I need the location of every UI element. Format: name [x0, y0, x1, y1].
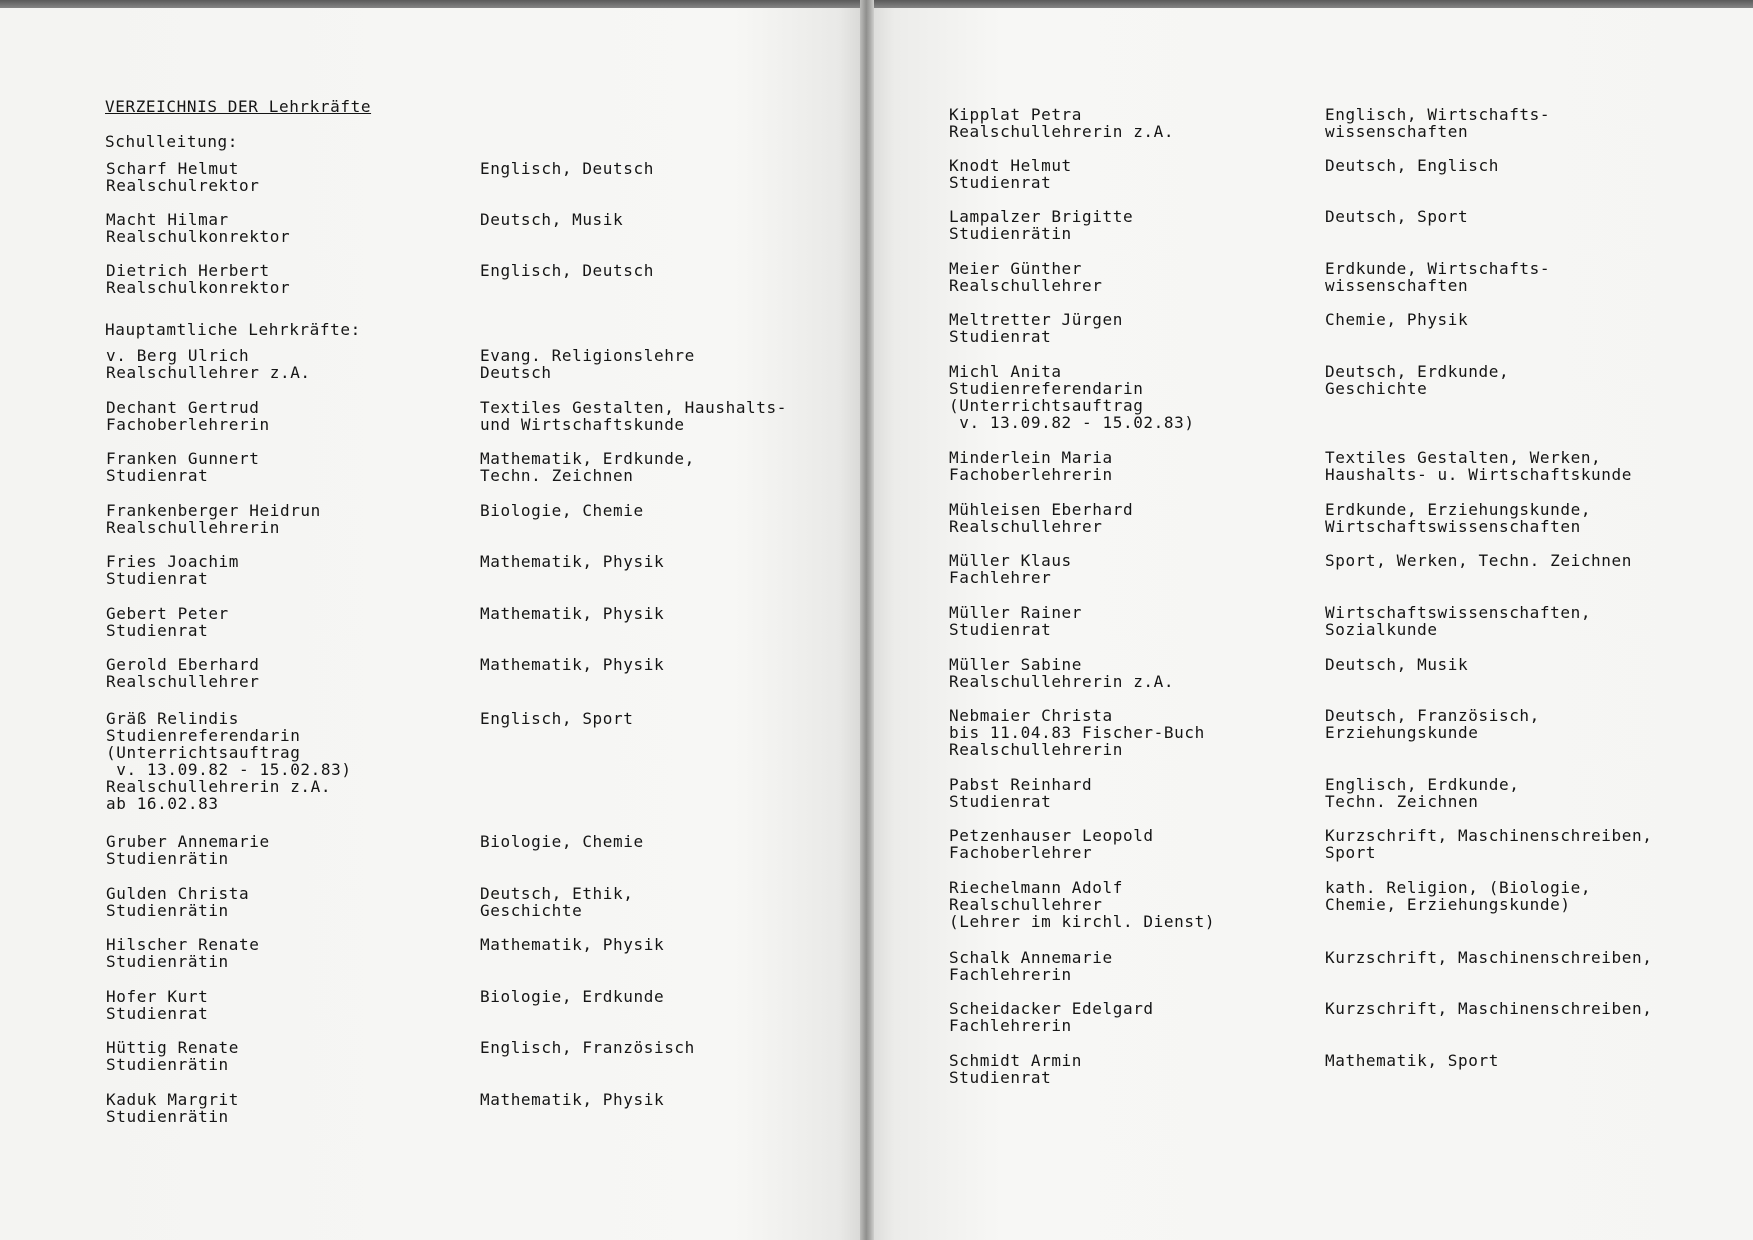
teacher-name: Scheidacker Edelgard: [949, 999, 1154, 1018]
left-page: [0, 8, 865, 1240]
teacher-title-line: (Lehrer im kirchl. Dienst): [949, 912, 1216, 931]
teacher-name-block: [949, 157, 1072, 191]
teacher-subjects: [1325, 656, 1468, 673]
teacher-title-line: Realschullehrerin: [949, 740, 1123, 759]
subject-line: Chemie, Erziehungskunde): [1325, 895, 1571, 914]
subject-line: Techn. Zeichnen: [480, 466, 634, 485]
teacher-subjects: [1325, 311, 1468, 328]
section-heading-lehrkraefte: Hauptamtliche Lehrkräfte:: [105, 320, 361, 339]
subject-line: Mathematik, Physik: [480, 604, 665, 623]
subject-line: wissenschaften: [1325, 122, 1469, 141]
subject-line: Biologie, Chemie: [480, 501, 644, 520]
teacher-subjects: [1325, 363, 1509, 397]
teacher-name: Mühleisen Eberhard: [949, 500, 1134, 519]
teacher-subjects: [480, 710, 634, 727]
right-page: [868, 8, 1753, 1240]
teacher-name: Frankenberger Heidrun: [106, 501, 321, 520]
teacher-name-block: [949, 604, 1082, 638]
teacher-name-block: [949, 449, 1113, 483]
teacher-title-line: Realschullehrerin z.A.: [949, 122, 1175, 141]
teacher-title-line: bis 11.04.83 Fischer-Buch: [949, 723, 1205, 742]
teacher-name: Meier Günther: [949, 259, 1083, 278]
teacher-subjects: [480, 988, 664, 1005]
teacher-title-line: Studienreferendarin: [106, 726, 301, 745]
teacher-title-line: Realschulkonrektor: [106, 278, 291, 297]
teacher-subjects: [480, 553, 664, 570]
teacher-subjects: [480, 833, 644, 850]
teacher-subjects: [1325, 157, 1499, 174]
teacher-name-block: [106, 936, 260, 970]
teacher-title-line: Realschulkonrektor: [106, 227, 291, 246]
subject-line: Chemie, Physik: [1325, 310, 1469, 329]
subject-line: Erdkunde, Erziehungskunde,: [1325, 500, 1592, 519]
subject-line: und Wirtschaftskunde: [480, 415, 685, 434]
teacher-title-line: Realschullehrer z.A.: [106, 363, 311, 382]
subject-line: Deutsch, Französisch,: [1325, 706, 1540, 725]
teacher-name-block: [106, 553, 239, 587]
teacher-title-line: Studienrätin: [106, 901, 229, 920]
teacher-name-block: [949, 260, 1103, 294]
subject-line: Mathematik, Physik: [480, 1090, 665, 1109]
teacher-name: Meltretter Jürgen: [949, 310, 1123, 329]
teacher-subjects: [1325, 707, 1540, 741]
subject-line: Biologie, Chemie: [480, 832, 644, 851]
teacher-subjects: [1325, 260, 1550, 294]
subject-line: Sozialkunde: [1325, 620, 1438, 639]
teacher-name: Minderlein Maria: [949, 448, 1113, 467]
teacher-name-block: [106, 450, 260, 484]
teacher-title-line: Studienrat: [949, 327, 1052, 346]
teacher-subjects: [1325, 1052, 1499, 1069]
teacher-title-line: Realschullehrer: [949, 895, 1103, 914]
subject-line: Mathematik, Physik: [480, 552, 665, 571]
teacher-title-line: v. 13.09.82 - 15.02.83): [106, 760, 352, 779]
teacher-name: Schmidt Armin: [949, 1051, 1083, 1070]
teacher-title-line: Fachoberlehrerin: [949, 465, 1113, 484]
subject-line: wissenschaften: [1325, 276, 1469, 295]
teacher-title-line: Studienrätin: [106, 849, 229, 868]
subject-line: kath. Religion, (Biologie,: [1325, 878, 1592, 897]
subject-line: Kurzschrift, Maschinenschreiben,: [1325, 948, 1653, 967]
teacher-subjects: [480, 605, 664, 622]
subject-line: Haushalts- u. Wirtschaftskunde: [1325, 465, 1632, 484]
teacher-title-line: ab 16.02.83: [106, 794, 219, 813]
subject-line: Deutsch, Erdkunde,: [1325, 362, 1510, 381]
teacher-subjects: [480, 656, 664, 673]
teacher-title-line: v. 13.09.82 - 15.02.83): [949, 413, 1195, 432]
teacher-name-block: [949, 879, 1215, 930]
subject-line: Englisch, Sport: [480, 709, 634, 728]
teacher-name: Scharf Helmut: [106, 159, 240, 178]
teacher-title-line: Studienrat: [106, 466, 209, 485]
teacher-name: Knodt Helmut: [949, 156, 1072, 175]
subject-line: Sport: [1325, 843, 1377, 862]
teacher-name-block: [106, 885, 249, 919]
teacher-subjects: [480, 502, 644, 519]
teacher-name-block: [106, 262, 290, 296]
subject-line: Englisch, Erdkunde,: [1325, 775, 1520, 794]
teacher-name-block: [949, 707, 1205, 758]
teacher-title-line: Studienrat: [106, 569, 209, 588]
subject-line: Wirtschaftswissenschaften,: [1325, 603, 1592, 622]
subject-line: Englisch, Wirtschafts-: [1325, 105, 1551, 124]
teacher-name: Michl Anita: [949, 362, 1062, 381]
section-heading-schulleitung: Schulleitung:: [105, 132, 239, 151]
subject-line: Mathematik, Sport: [1325, 1051, 1499, 1070]
teacher-subjects: [1325, 449, 1632, 483]
teacher-subjects: [1325, 949, 1652, 966]
subject-line: Textiles Gestalten, Haushalts-: [480, 398, 787, 417]
teacher-name: Gerold Eberhard: [106, 655, 260, 674]
teacher-name: Hilscher Renate: [106, 935, 260, 954]
teacher-name-block: [949, 949, 1113, 983]
subject-line: Mathematik, Erdkunde,: [480, 449, 695, 468]
subject-line: Deutsch, Englisch: [1325, 156, 1499, 175]
teacher-name: Kipplat Petra: [949, 105, 1083, 124]
teacher-name-block: [106, 502, 321, 536]
teacher-name-block: [949, 656, 1174, 690]
teacher-name-block: [106, 1039, 239, 1073]
teacher-name-block: [106, 160, 260, 194]
teacher-name: Müller Klaus: [949, 551, 1072, 570]
subject-line: Wirtschaftswissenschaften: [1325, 517, 1581, 536]
teacher-subjects: [480, 399, 787, 433]
teacher-title-line: Studienrat: [949, 792, 1052, 811]
subject-line: Textiles Gestalten, Werken,: [1325, 448, 1602, 467]
teacher-subjects: [480, 262, 654, 279]
teacher-name-block: [106, 656, 260, 690]
teacher-name-block: [106, 211, 290, 245]
subject-line: Englisch, Deutsch: [480, 261, 654, 280]
teacher-name: v. Berg Ulrich: [106, 346, 250, 365]
teacher-subjects: [480, 1039, 695, 1056]
teacher-name: Lampalzer Brigitte: [949, 207, 1134, 226]
teacher-name-block: [949, 501, 1133, 535]
teacher-name: Gräß Relindis: [106, 709, 240, 728]
teacher-name-block: [106, 1091, 239, 1125]
teacher-name-block: [949, 827, 1154, 861]
subject-line: Englisch, Deutsch: [480, 159, 654, 178]
subject-line: Biologie, Erdkunde: [480, 987, 665, 1006]
teacher-subjects: [480, 450, 695, 484]
subject-line: Kurzschrift, Maschinenschreiben,: [1325, 999, 1653, 1018]
teacher-name: Petzenhauser Leopold: [949, 826, 1154, 845]
teacher-name: Pabst Reinhard: [949, 775, 1093, 794]
book-gutter: [860, 0, 874, 1240]
teacher-title-line: Realschullehrerin: [106, 518, 280, 537]
teacher-title-line: Studienrat: [949, 1068, 1052, 1087]
teacher-name-block: [949, 208, 1133, 242]
subject-line: Erdkunde, Wirtschafts-: [1325, 259, 1551, 278]
subject-line: Kurzschrift, Maschinenschreiben,: [1325, 826, 1653, 845]
teacher-title-line: Realschullehrerin z.A.: [106, 777, 332, 796]
subject-line: Mathematik, Physik: [480, 655, 665, 674]
subject-line: Deutsch: [480, 363, 552, 382]
teacher-name: Dechant Gertrud: [106, 398, 260, 417]
teacher-title-line: Studienrätin: [106, 952, 229, 971]
teacher-title-line: Fachoberlehrerin: [106, 415, 270, 434]
teacher-name: Kaduk Margrit: [106, 1090, 240, 1109]
teacher-title-line: Studienrätin: [106, 1107, 229, 1126]
teacher-subjects: [1325, 1000, 1652, 1017]
teacher-name-block: [106, 988, 208, 1022]
subject-line: Erziehungskunde: [1325, 723, 1479, 742]
subject-line: Geschichte: [1325, 379, 1428, 398]
subject-line: Techn. Zeichnen: [1325, 792, 1479, 811]
teacher-name: Nebmaier Christa: [949, 706, 1113, 725]
teacher-subjects: [480, 1091, 664, 1108]
subject-line: Mathematik, Physik: [480, 935, 665, 954]
teacher-title-line: Realschullehrerin z.A.: [949, 672, 1175, 691]
teacher-subjects: [1325, 827, 1652, 861]
subject-line: Englisch, Französisch: [480, 1038, 695, 1057]
subject-line: Evang. Religionslehre: [480, 346, 695, 365]
subject-line: Deutsch, Musik: [1325, 655, 1469, 674]
teacher-title-line: Studienrat: [106, 1004, 209, 1023]
teacher-name: Fries Joachim: [106, 552, 240, 571]
teacher-name-block: [106, 710, 352, 812]
teacher-name-block: [949, 311, 1123, 345]
teacher-subjects: [1325, 604, 1591, 638]
teacher-name: Hofer Kurt: [106, 987, 209, 1006]
teacher-name: Gebert Peter: [106, 604, 229, 623]
teacher-name-block: [106, 399, 270, 433]
teacher-name: Macht Hilmar: [106, 210, 229, 229]
teacher-name: Riechelmann Adolf: [949, 878, 1123, 897]
teacher-name: Franken Gunnert: [106, 449, 260, 468]
teacher-title-line: Realschullehrer: [949, 276, 1103, 295]
teacher-name: Hüttig Renate: [106, 1038, 240, 1057]
teacher-name-block: [949, 552, 1072, 586]
teacher-title-line: Studienrat: [949, 620, 1052, 639]
teacher-subjects: [480, 885, 634, 919]
teacher-title-line: Studienrätin: [949, 224, 1072, 243]
page-title: VERZEICHNIS DER Lehrkräfte: [105, 97, 372, 116]
teacher-title-line: Studienrätin: [106, 1055, 229, 1074]
teacher-name-block: [949, 363, 1195, 431]
teacher-title-line: Fachoberlehrer: [949, 843, 1093, 862]
teacher-subjects: [1325, 501, 1591, 535]
subject-line: Deutsch, Ethik,: [480, 884, 634, 903]
teacher-name-block: [949, 776, 1092, 810]
subject-line: Deutsch, Sport: [1325, 207, 1469, 226]
teacher-name-block: [106, 347, 311, 381]
teacher-name: Gruber Annemarie: [106, 832, 270, 851]
teacher-subjects: [1325, 776, 1519, 810]
teacher-title-line: Realschulrektor: [106, 176, 260, 195]
teacher-name-block: [949, 1052, 1082, 1086]
teacher-name-block: [106, 605, 229, 639]
teacher-title-line: Fachlehrerin: [949, 1016, 1072, 1035]
teacher-subjects: [1325, 208, 1468, 225]
teacher-subjects: [480, 211, 623, 228]
teacher-subjects: [480, 347, 695, 381]
teacher-title-line: (Unterrichtsauftrag: [949, 396, 1144, 415]
teacher-title-line: Studienrat: [949, 173, 1052, 192]
teacher-name-block: [949, 1000, 1154, 1034]
teacher-title-line: Fachlehrer: [949, 568, 1052, 587]
teacher-name: Schalk Annemarie: [949, 948, 1113, 967]
teacher-subjects: [1325, 552, 1632, 569]
teacher-name-block: [106, 833, 270, 867]
teacher-name: Müller Sabine: [949, 655, 1083, 674]
teacher-title-line: Studienreferendarin: [949, 379, 1144, 398]
teacher-title-line: Realschullehrer: [949, 517, 1103, 536]
teacher-name-block: [949, 106, 1174, 140]
subject-line: Geschichte: [480, 901, 583, 920]
teacher-title-line: Studienrat: [106, 621, 209, 640]
teacher-subjects: [480, 160, 654, 177]
teacher-subjects: [480, 936, 664, 953]
teacher-title-line: Realschullehrer: [106, 672, 260, 691]
teacher-name: Müller Rainer: [949, 603, 1083, 622]
teacher-subjects: [1325, 106, 1550, 140]
teacher-title-line: Fachlehrerin: [949, 965, 1072, 984]
teacher-subjects: [1325, 879, 1591, 913]
teacher-name: Dietrich Herbert: [106, 261, 270, 280]
teacher-title-line: (Unterrichtsauftrag: [106, 743, 301, 762]
teacher-name: Gulden Christa: [106, 884, 250, 903]
subject-line: Deutsch, Musik: [480, 210, 624, 229]
subject-line: Sport, Werken, Techn. Zeichnen: [1325, 551, 1632, 570]
